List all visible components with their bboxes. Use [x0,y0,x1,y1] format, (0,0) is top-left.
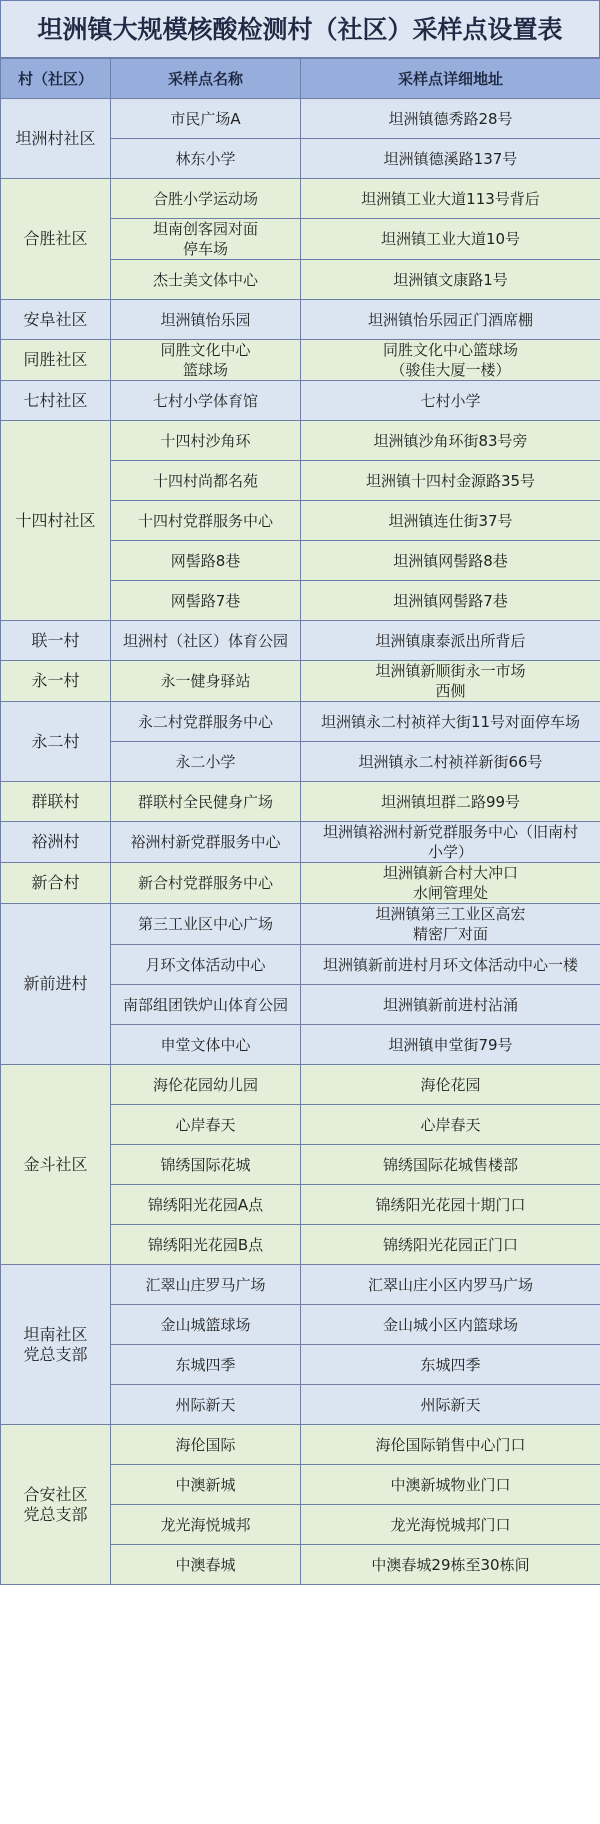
page-title: 坦洲镇大规模核酸检测村（社区）采样点设置表 [0,0,600,58]
table-row [1,179,600,219]
table-header-row [1,59,600,99]
site-name-cell: 金山城篮球场 [111,1305,301,1345]
site-address-cell: 金山城小区内篮球场 [301,1305,600,1345]
site-name-cell: 申堂文体中心 [111,1025,301,1065]
site-address-cell: 心岸春天 [301,1105,600,1145]
site-address-cell: 锦绣国际花城售楼部 [301,1145,600,1185]
site-name-cell: 杰士美文体中心 [111,260,301,300]
table-row [1,421,600,461]
site-name-cell: 永二村党群服务中心 [111,702,301,742]
site-address-cell: 海伦国际销售中心门口 [301,1425,600,1465]
village-cell: 新前进村 [1,904,111,1065]
site-name-cell: 裕洲村新党群服务中心 [111,822,301,863]
site-address-cell: 七村小学 [301,381,600,421]
village-cell: 永一村 [1,661,111,702]
site-address-cell: 坦洲镇工业大道113号背后 [301,179,600,219]
table-row [1,702,600,742]
site-address-cell: 坦洲镇连仕街37号 [301,501,600,541]
table-body [1,99,600,1585]
site-address-cell: 中澳春城29栋至30栋间 [301,1545,600,1585]
village-cell: 合胜社区 [1,179,111,300]
site-name-cell: 南部组团铁炉山体育公园 [111,985,301,1025]
site-address-cell: 中澳新城物业门口 [301,1465,600,1505]
table-row [1,621,600,661]
table-row [1,300,600,340]
site-name-cell: 中澳新城 [111,1465,301,1505]
village-cell: 坦洲村社区 [1,99,111,179]
site-address-cell: 坦洲镇坦群二路99号 [301,782,600,822]
site-name-cell: 林东小学 [111,139,301,179]
site-address-cell: 坦洲镇新前进村沾涌 [301,985,600,1025]
site-address-cell: 锦绣阳光花园正门口 [301,1225,600,1265]
village-cell: 永二村 [1,702,111,782]
site-name-cell: 永二小学 [111,742,301,782]
site-address-cell: 坦洲镇网髻路8巷 [301,541,600,581]
site-address-cell: 坦洲镇第三工业区高宏 精密厂对面 [301,904,600,945]
site-name-cell: 坦南创客园对面 停车场 [111,219,301,260]
table-row [1,340,600,381]
column-header-site-address: 采样点详细地址 [301,59,600,99]
site-address-cell: 坦洲镇怡乐园正门酒席棚 [301,300,600,340]
site-address-cell: 坦洲镇新合村大冲口 水闸管理处 [301,863,600,904]
table-row [1,661,600,702]
village-cell: 合安社区 党总支部 [1,1425,111,1585]
village-cell: 群联村 [1,782,111,822]
column-header-village: 村（社区） [1,59,111,99]
site-name-cell: 海伦国际 [111,1425,301,1465]
table-row [1,1425,600,1465]
site-name-cell: 锦绣国际花城 [111,1145,301,1185]
site-name-cell: 市民广场A [111,99,301,139]
site-name-cell: 中澳春城 [111,1545,301,1585]
site-name-cell: 坦洲村（社区）体育公园 [111,621,301,661]
site-name-cell: 汇翠山庄罗马广场 [111,1265,301,1305]
site-name-cell: 合胜小学运动场 [111,179,301,219]
village-cell: 新合村 [1,863,111,904]
site-name-cell: 第三工业区中心广场 [111,904,301,945]
site-address-cell: 坦洲镇永二村祯祥大街11号对面停车场 [301,702,600,742]
site-address-cell: 坦洲镇德溪路137号 [301,139,600,179]
site-address-cell: 坦洲镇永二村祯祥新街66号 [301,742,600,782]
site-address-cell: 坦洲镇文康路1号 [301,260,600,300]
site-name-cell: 同胜文化中心 篮球场 [111,340,301,381]
table-row [1,863,600,904]
site-address-cell: 龙光海悦城邦门口 [301,1505,600,1545]
site-address-cell: 坦洲镇网髻路7巷 [301,581,600,621]
site-address-cell: 坦洲镇工业大道10号 [301,219,600,260]
site-name-cell: 永一健身驿站 [111,661,301,702]
table-row [1,822,600,863]
village-cell: 联一村 [1,621,111,661]
table-row [1,904,600,945]
table-row [1,381,600,421]
site-name-cell: 州际新天 [111,1385,301,1425]
village-cell: 坦南社区 党总支部 [1,1265,111,1425]
village-cell: 金斗社区 [1,1065,111,1265]
site-name-cell: 新合村党群服务中心 [111,863,301,904]
table-row [1,782,600,822]
site-address-cell: 汇翠山庄小区内罗马广场 [301,1265,600,1305]
site-name-cell: 十四村党群服务中心 [111,501,301,541]
site-name-cell: 龙光海悦城邦 [111,1505,301,1545]
site-address-cell: 东城四季 [301,1345,600,1385]
site-name-cell: 网髻路7巷 [111,581,301,621]
site-address-cell: 坦洲镇申堂街79号 [301,1025,600,1065]
site-name-cell: 群联村全民健身广场 [111,782,301,822]
table-row [1,1065,600,1105]
site-name-cell: 心岸春天 [111,1105,301,1145]
village-cell: 安阜社区 [1,300,111,340]
table-row [1,1265,600,1305]
site-name-cell: 坦洲镇怡乐园 [111,300,301,340]
site-address-cell: 坦洲镇康泰派出所背后 [301,621,600,661]
village-cell: 同胜社区 [1,340,111,381]
site-name-cell: 锦绣阳光花园A点 [111,1185,301,1225]
site-address-cell: 坦洲镇新顺街永一市场 西侧 [301,661,600,702]
site-address-cell: 州际新天 [301,1385,600,1425]
village-cell: 七村社区 [1,381,111,421]
village-cell: 裕洲村 [1,822,111,863]
site-name-cell: 东城四季 [111,1345,301,1385]
site-name-cell: 网髻路8巷 [111,541,301,581]
site-name-cell: 月环文体活动中心 [111,945,301,985]
sampling-site-table [0,58,600,1585]
site-name-cell: 海伦花园幼儿园 [111,1065,301,1105]
site-address-cell: 坦洲镇新前进村月环文体活动中心一楼 [301,945,600,985]
site-name-cell: 锦绣阳光花园B点 [111,1225,301,1265]
table-row [1,99,600,139]
site-address-cell: 海伦花园 [301,1065,600,1105]
site-address-cell: 坦洲镇沙角环街83号旁 [301,421,600,461]
site-name-cell: 七村小学体育馆 [111,381,301,421]
column-header-site-name: 采样点名称 [111,59,301,99]
site-address-cell: 坦洲镇裕洲村新党群服务中心（旧南村 小学） [301,822,600,863]
site-name-cell: 十四村沙角环 [111,421,301,461]
village-cell: 十四村社区 [1,421,111,621]
site-address-cell: 同胜文化中心篮球场 （骏佳大厦一楼） [301,340,600,381]
site-name-cell: 十四村尚都名苑 [111,461,301,501]
site-address-cell: 坦洲镇德秀路28号 [301,99,600,139]
site-address-cell: 锦绣阳光花园十期门口 [301,1185,600,1225]
site-address-cell: 坦洲镇十四村金源路35号 [301,461,600,501]
